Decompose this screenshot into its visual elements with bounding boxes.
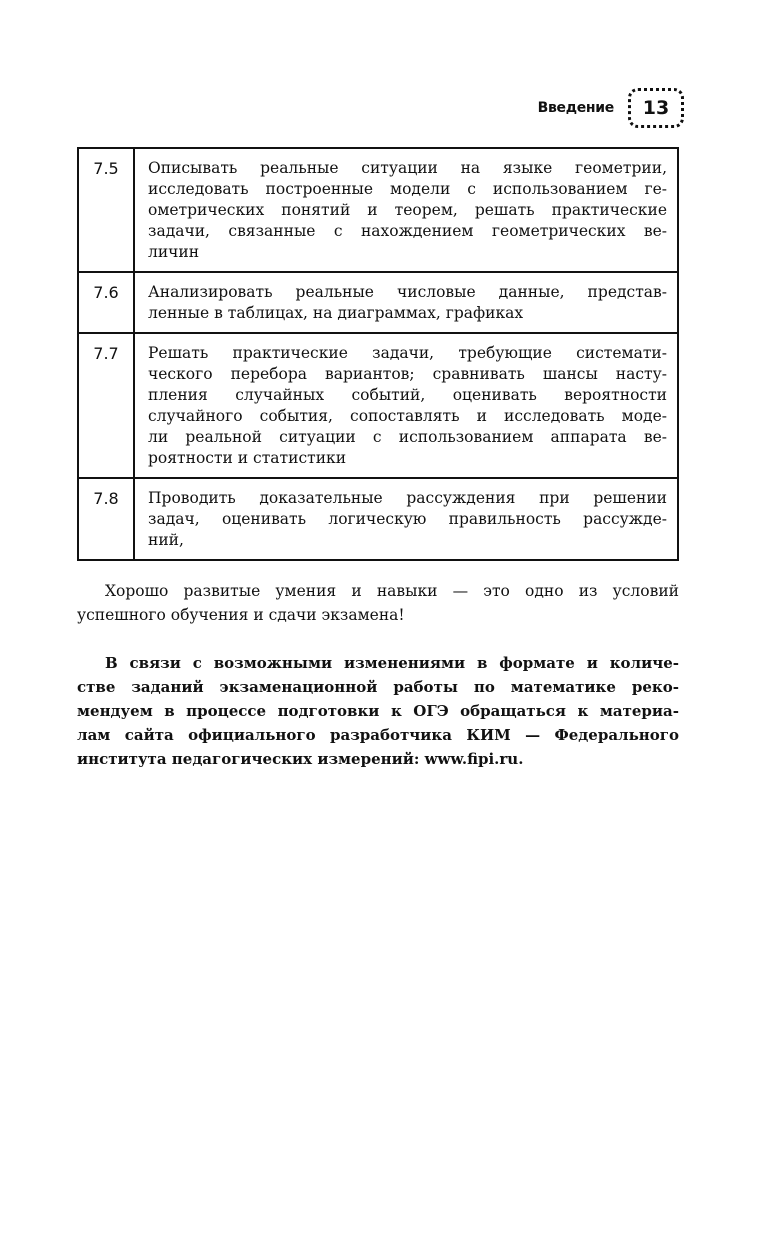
- conclusion-paragraph: [77, 579, 679, 627]
- skill-code: 7.5: [78, 148, 134, 272]
- section-title: Введение: [537, 100, 614, 116]
- table-row: [78, 148, 678, 272]
- text-line: ческого перебора вариантов; сравнивать шансы насту-: [148, 365, 667, 383]
- skills-table: [77, 147, 679, 561]
- text-line: задач, оценивать логическую правильность рассужде-: [148, 510, 667, 528]
- text-line: лам сайта официального разработчика КИМ — Федерального: [77, 726, 679, 744]
- text-line: ленные в таблицах, на диаграммах, графиках: [148, 304, 524, 322]
- text-line: Описывать реальные ситуации на языке геометрии,: [148, 159, 667, 177]
- skill-code: 7.7: [78, 333, 134, 478]
- text-line: задачи, связанные с нахождением геометрических ве-: [148, 222, 667, 240]
- page-number-badge: [628, 88, 684, 128]
- text-line: ометрических понятий и теорем, решать практические: [148, 201, 667, 219]
- table-row: [78, 272, 678, 333]
- page-header: [538, 86, 684, 130]
- text-line: Хорошо развитые умения и навыки — это одно из условий: [105, 582, 679, 600]
- text-line: случайного события, сопоставлять и исследовать моде-: [148, 407, 667, 425]
- text-line: Решать практические задачи, требующие системати-: [148, 344, 667, 362]
- text-line: исследовать построенные модели с использованием ге-: [148, 180, 667, 198]
- skill-description: [134, 148, 678, 272]
- skill-code: 7.8: [78, 478, 134, 560]
- table-row: [78, 478, 678, 560]
- table-row: [78, 333, 678, 478]
- page-number: 13: [642, 97, 670, 119]
- skill-description: [134, 478, 678, 560]
- skill-description: [134, 333, 678, 478]
- text-line: личин: [148, 243, 200, 261]
- skill-code: 7.6: [78, 272, 134, 333]
- text-line: ли реальной ситуации с использованием аппарата ве-: [148, 428, 667, 446]
- text-line: успешного обучения и сдачи экзамена!: [77, 606, 405, 624]
- skill-description: [134, 272, 678, 333]
- text-line: Анализировать реальные числовые данные, представ-: [148, 283, 667, 301]
- notice-paragraph: [77, 651, 679, 771]
- text-line: роятности и статистики: [148, 449, 347, 467]
- text-line: В связи с возможными изменениями в формате и количе-: [105, 654, 679, 672]
- text-line: стве заданий экзаменационной работы по математике реко-: [77, 678, 679, 696]
- text-line: института педагогических измерений: www.fipi.ru.: [77, 750, 524, 768]
- text-line: мендуем в процессе подготовки к ОГЭ обращаться к материа-: [77, 702, 679, 720]
- text-line: пления случайных событий, оценивать вероятности: [148, 386, 667, 404]
- text-line: ний,: [148, 531, 184, 549]
- text-line: Проводить доказательные рассуждения при решении: [148, 489, 667, 507]
